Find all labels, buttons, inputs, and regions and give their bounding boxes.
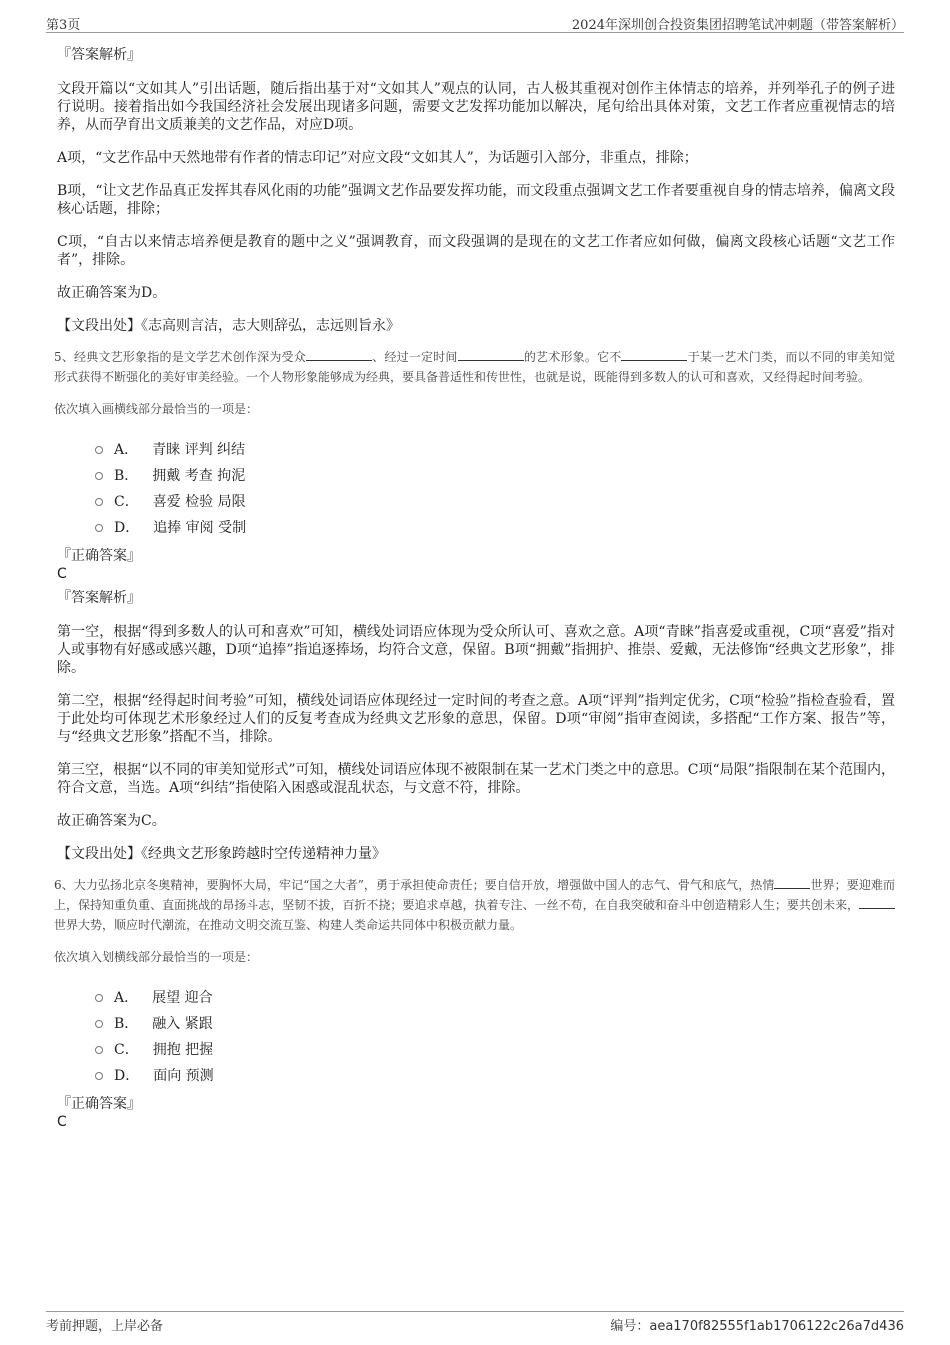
question-6-text: 世界大势，顺应时代潮流，在推动文明交流互鉴、构建人类命运共同体中积极贡献力量。 xyxy=(54,918,523,932)
fill-blank xyxy=(306,348,372,361)
question-6-stem xyxy=(54,875,895,935)
question-5-text: 的艺术形象。它不 xyxy=(523,350,622,364)
option-c[interactable] xyxy=(95,1037,895,1063)
analysis-label: 『答案解析』 xyxy=(57,47,141,63)
correct-answer-label: 『正确答案』 xyxy=(57,1096,141,1112)
document-id xyxy=(610,1315,904,1334)
footer-slogan: 考前押题，上岸必备 xyxy=(46,1319,164,1334)
page-number: 第3页 xyxy=(46,18,81,33)
option-a[interactable] xyxy=(95,985,895,1011)
option-d[interactable] xyxy=(95,1063,895,1089)
document-id-label: 编号： xyxy=(610,1319,650,1334)
option-letter: C． xyxy=(114,1042,139,1058)
option-letter: D． xyxy=(114,520,140,536)
fill-blank xyxy=(458,348,524,361)
question-6-text: 世界；要迎难而上，保持知重负重、直面挑战的昂扬斗志，坚韧不拔，百折不挠；要追求卓越，执着专注、一丝不苟，在自我突破和奋斗中创造精彩人生；要共创未来， xyxy=(54,878,895,912)
fill-blank xyxy=(774,876,810,889)
option-text: 拥戴 考查 拘泥 xyxy=(152,468,246,484)
page-header xyxy=(46,12,904,33)
fill-blank xyxy=(621,348,687,361)
radio-icon[interactable] xyxy=(95,446,103,454)
question-5-text: 5、经典文艺形象指的是文学艺术创作深为受众 xyxy=(54,350,306,364)
analysis-conclusion: 故正确答案为D。 xyxy=(57,285,167,301)
question-6-instruction: 依次填入划横线部分最恰当的一项是： xyxy=(54,950,259,964)
option-text: 拥抱 把握 xyxy=(152,1042,214,1058)
correct-answer: C xyxy=(57,566,67,582)
option-b[interactable] xyxy=(95,1011,895,1037)
analysis-paragraph: C项，“自古以来情志培养便是教育的题中之义”强调教育，而文段强调的是现在的文艺工作者应如何做，偏离文段核心话题“文艺工作者”，排除。 xyxy=(57,234,895,268)
passage-source: 【文段出处】《志高则言洁，志大则辞弘，志远则旨永》 xyxy=(57,318,400,334)
option-d[interactable] xyxy=(95,515,895,541)
document-id-value: aea170f82555f1ab1706122c26a7d436 xyxy=(649,1319,904,1334)
option-text: 喜爱 检验 局限 xyxy=(152,494,246,510)
question-5-text: 、经过一定时间 xyxy=(371,350,458,364)
analysis-conclusion: 故正确答案为C。 xyxy=(57,813,166,829)
correct-answer: C xyxy=(57,1114,67,1130)
option-letter: B． xyxy=(114,1016,139,1032)
radio-icon[interactable] xyxy=(95,994,103,1002)
question-5-text: 于某一艺术门类，而以不同的审美知觉形式获得不断强化的美好审美经验。一个人物形象能够成为经典，要具备普适性和传世性，也就是说，既能得到多数人的认可和喜欢，又经得起时间考验。 xyxy=(54,350,895,384)
passage-source: 【文段出处】《经典文艺形象跨越时空传递精神力量》 xyxy=(57,846,386,862)
analysis-paragraph: A项，“文艺作品中天然地带有作者的情志印记”对应文段“文如其人”，为话题引入部分，非重点，排除； xyxy=(57,150,698,166)
analysis-paragraph: 第一空，根据“得到多数人的认可和喜欢”可知，横线处词语应体现为受众所认可、喜欢之意。A项“青睐”指喜爱或重视，C项“喜爱”指对人或事物有好感或感兴趣，D项“追捧”指追逐捧场，均符合文意，保留。B项“拥戴”指拥护、推崇、爱戴，无法修饰“经典文艺形象”，排除。 xyxy=(57,624,895,676)
correct-answer-label: 『正确答案』 xyxy=(57,548,141,564)
question-6-text: 6、大力弘扬北京冬奥精神，要胸怀大局，牢记“国之大者”，勇于承担使命责任；要自信开放，增强做中国人的志气、骨气和底气，热情 xyxy=(54,878,775,892)
radio-icon[interactable] xyxy=(95,1020,103,1028)
option-a[interactable] xyxy=(95,437,895,463)
question-5-options xyxy=(95,437,895,541)
option-b[interactable] xyxy=(95,463,895,489)
page-content xyxy=(54,46,895,1137)
radio-icon[interactable] xyxy=(95,1046,103,1054)
option-letter: C． xyxy=(114,494,139,510)
option-text: 追捧 审阅 受制 xyxy=(153,520,247,536)
page-footer xyxy=(46,1311,904,1334)
option-text: 青睐 评判 纠结 xyxy=(152,442,246,458)
option-text: 展望 迎合 xyxy=(152,990,213,1006)
analysis-paragraph: 第二空，根据“经得起时间考验”可知，横线处词语应体现经过一定时间的考查之意。A项“评判”指判定优劣，C项“检验”指检查验看，置于此处均可体现艺术形象经过人们的反复考查成为经典文艺形象的意思，保留。D项“审阅”指审查阅读，多搭配“工作方案、报告”等，与“经典文艺形象”搭配不当，排除。 xyxy=(57,693,895,745)
question-6-options xyxy=(95,985,895,1089)
radio-icon[interactable] xyxy=(95,472,103,480)
option-letter: A． xyxy=(114,990,139,1006)
analysis-paragraph: 第三空，根据“以不同的审美知觉形式”可知，横线处词语应体现不被限制在某一艺术门类之中的意思。C项“局限”指限制在某个范围内，符合文意，当选。A项“纠结”指使陷入困惑或混乱状态，与文意不符，排除。 xyxy=(57,762,895,796)
radio-icon[interactable] xyxy=(95,498,103,506)
document-title: 2024年深圳创合投资集团招聘笔试冲刺题（带答案解析） xyxy=(571,18,904,33)
radio-icon[interactable] xyxy=(95,524,103,532)
analysis-label: 『答案解析』 xyxy=(57,590,141,606)
question-5-instruction: 依次填入画横线部分最恰当的一项是： xyxy=(54,402,259,416)
radio-icon[interactable] xyxy=(95,1072,103,1080)
analysis-paragraph: B项，“让文艺作品真正发挥其春风化雨的功能”强调文艺作品要发挥功能，而文段重点强调文艺工作者要重视自身的情志培养，偏离文段核心话题，排除； xyxy=(57,183,895,217)
analysis-paragraph: 文段开篇以“文如其人”引出话题，随后指出基于对“文如其人”观点的认同，古人极其重视对创作主体情志的培养，并列举孔子的例子进行说明。接着指出如今我国经济社会发展出现诸多问题，需要文艺发挥功能加以解决，尾句给出具体对策，文艺工作者应重视情志的培养，从而孕育出文质兼美的文艺作品，对应D项。 xyxy=(57,81,895,133)
option-letter: D． xyxy=(114,1068,140,1084)
option-text: 融入 紧跟 xyxy=(152,1016,213,1032)
option-c[interactable] xyxy=(95,489,895,515)
option-letter: A． xyxy=(114,442,139,458)
question-5-stem xyxy=(54,347,895,387)
option-letter: B． xyxy=(114,468,139,484)
option-text: 面向 预测 xyxy=(153,1068,214,1084)
fill-blank xyxy=(859,896,895,909)
